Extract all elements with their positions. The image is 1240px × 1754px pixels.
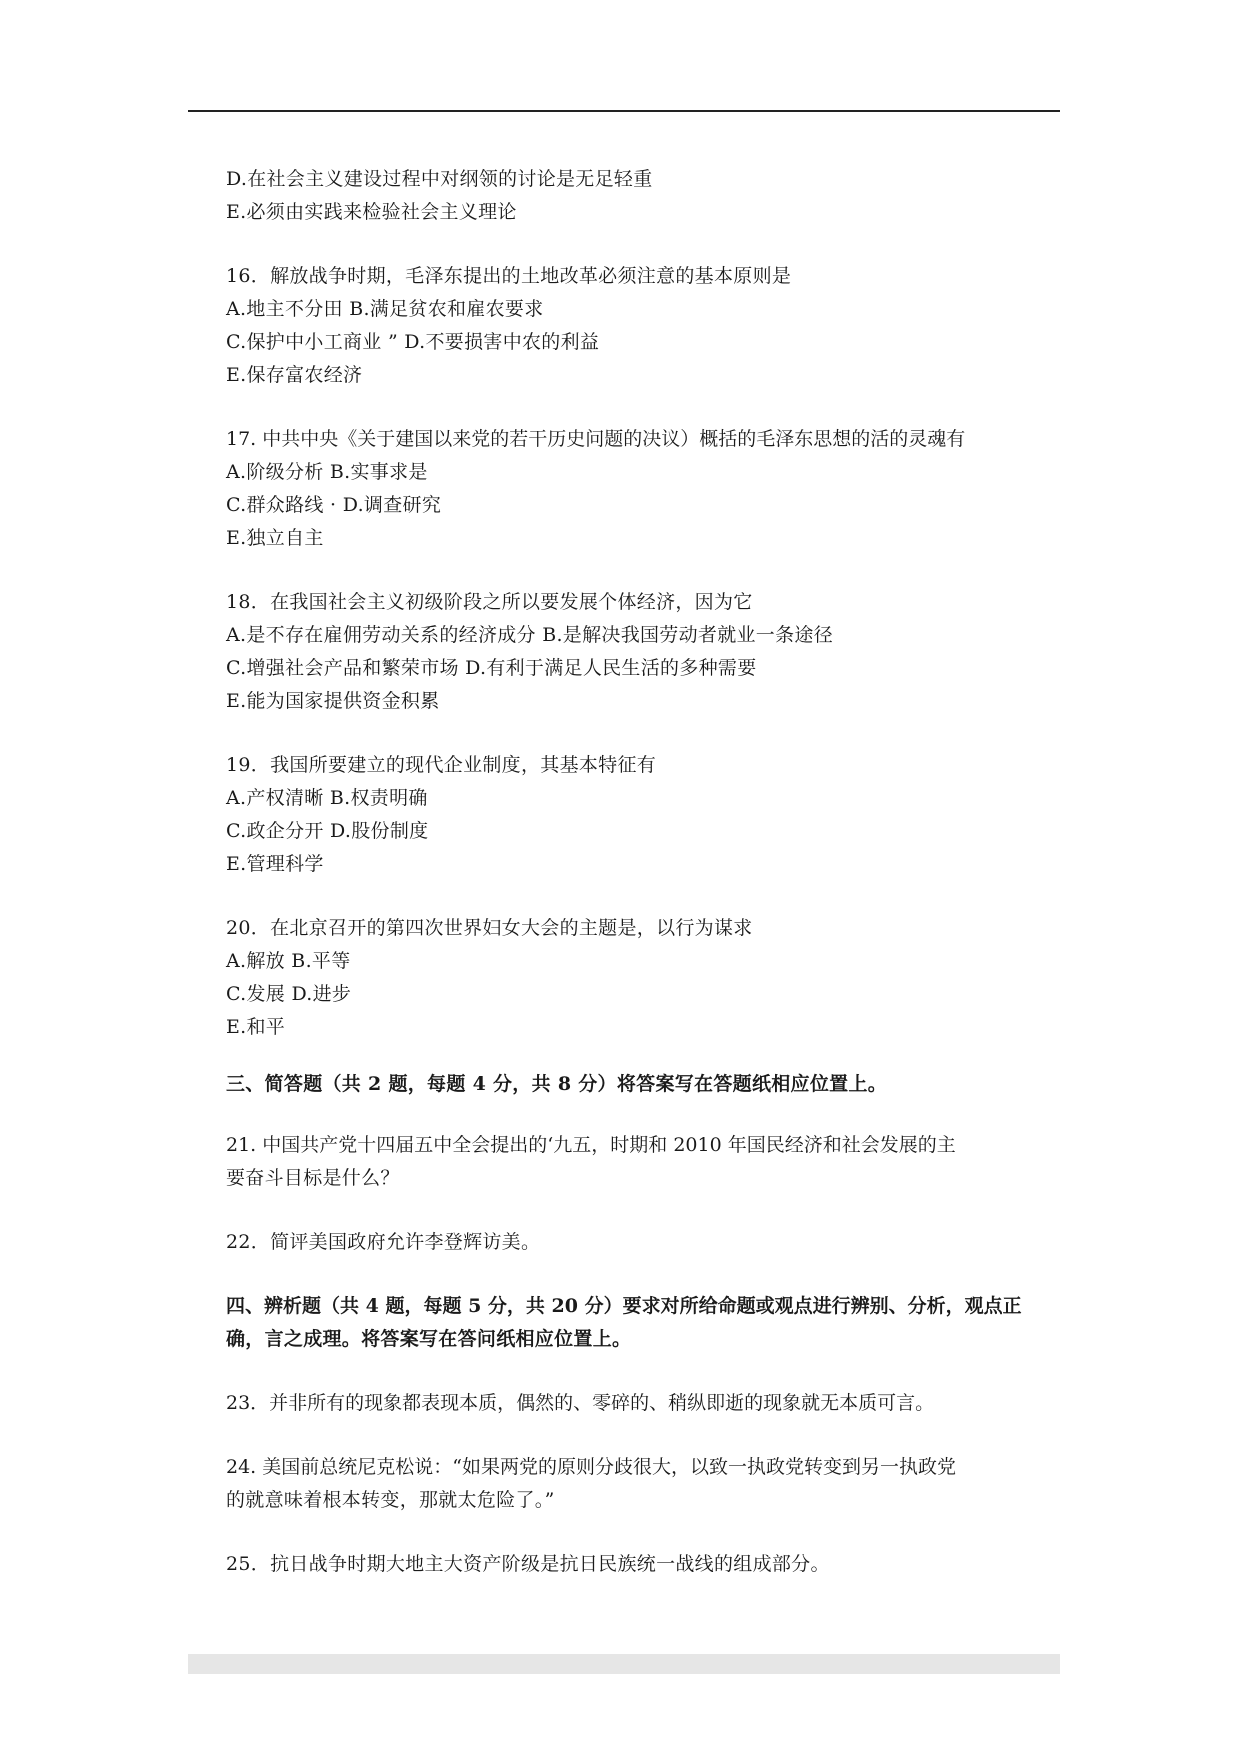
q17-options-cd: C.群众路线 · D.调查研究 (226, 494, 442, 516)
exam-page-content (226, 163, 1058, 1581)
q20-options-ab: A.解放 B.平等 (226, 950, 351, 972)
q21-line2: 要奋斗目标是什么？ (226, 1167, 400, 1189)
spacer (226, 718, 1058, 749)
q16-options-ab: A.地主不分田 B.满足贫农和雇农要求 (226, 298, 544, 320)
header-rule (188, 110, 1060, 112)
q18-options-ab: A.是不存在雇佣劳动关系的经济成分 B.是解决我国劳动者就业一条途径 (226, 624, 834, 646)
spacer (226, 1044, 1058, 1068)
q18-options-cd: C.增强社会产品和繁荣市场 D.有利于满足人民生活的多种需要 (226, 657, 757, 679)
q16-options-cd: C.保护中小工商业 ” D.不要损害中农的利益 (226, 331, 600, 353)
q17-stem: 17. 中共中央《关于建国以来党的若干历史问题的决议）概括的毛泽东思想的活的灵魂有 (226, 428, 966, 450)
q20-option-e: E.和平 (226, 1016, 286, 1038)
q22-stem: 22．简评美国政府允许李登辉访美。 (226, 1231, 541, 1253)
q18-option-e: E.能为国家提供资金积累 (226, 690, 440, 712)
spacer (226, 392, 1058, 423)
spacer (226, 881, 1058, 912)
q23-stem: 23．并非所有的现象都表现本质，偶然的、零碎的、稍纵即逝的现象就无本质可言。 (226, 1392, 935, 1414)
spacer (226, 1356, 1058, 1387)
spacer (226, 229, 1058, 260)
q20-stem: 20．在北京召开的第四次世界妇女大会的主题是，以行为谋求 (226, 917, 753, 939)
q24-line1: 24. 美国前总统尼克松说：“如果两党的原则分歧很大，以致一执政党转变到另一执政党 (226, 1456, 956, 1478)
section4-heading-line1: 四、辨析题（共 4 题，每题 5 分，共 20 分）要求对所给命题或观点进行辨别、分析，观点正 (226, 1295, 1022, 1317)
spacer (226, 1195, 1058, 1226)
q17-option-e: E.独立自主 (226, 527, 324, 549)
q21-line1: 21. 中国共产党十四届五中全会提出的‘九五，时期和 2010 年国民经济和社会发展的主 (226, 1134, 956, 1156)
spacer (226, 1517, 1058, 1548)
q19-option-e: E.管理科学 (226, 853, 324, 875)
q19-options-ab: A.产权清晰 B.权责明确 (226, 787, 428, 809)
q17-options-ab: A.阶级分析 B.实事求是 (226, 461, 428, 483)
spacer (226, 1420, 1058, 1451)
q19-options-cd: C.政企分开 D.股份制度 (226, 820, 429, 842)
q18-stem: 18．在我国社会主义初级阶段之所以要发展个体经济，因为它 (226, 591, 753, 613)
spacer (226, 1101, 1058, 1129)
q15-option-d: D.在社会主义建设过程中对纲领的讨论是无足轻重 (226, 168, 653, 190)
q24-line2: 的就意味着根本转变，那就太危险了。” (226, 1489, 555, 1511)
section3-heading: 三、简答题（共 2 题，每题 4 分，共 8 分）将答案写在答题纸相应位置上。 (226, 1073, 888, 1095)
section4-heading-line2: 确，言之成理。将答案写在答问纸相应位置上。 (226, 1328, 632, 1350)
q15-option-e: E.必须由实践来检验社会主义理论 (226, 201, 517, 223)
spacer (226, 1259, 1058, 1290)
q16-stem: 16．解放战争时期，毛泽东提出的土地改革必须注意的基本原则是 (226, 265, 792, 287)
q19-stem: 19．我国所要建立的现代企业制度，其基本特征有 (226, 754, 657, 776)
spacer (226, 555, 1058, 586)
q16-option-e: E.保存富农经济 (226, 364, 363, 386)
q25-stem: 25．抗日战争时期大地主大资产阶级是抗日民族统一战线的组成部分。 (226, 1553, 830, 1575)
footer-bar (188, 1654, 1060, 1674)
q20-options-cd: C.发展 D.进步 (226, 983, 352, 1005)
